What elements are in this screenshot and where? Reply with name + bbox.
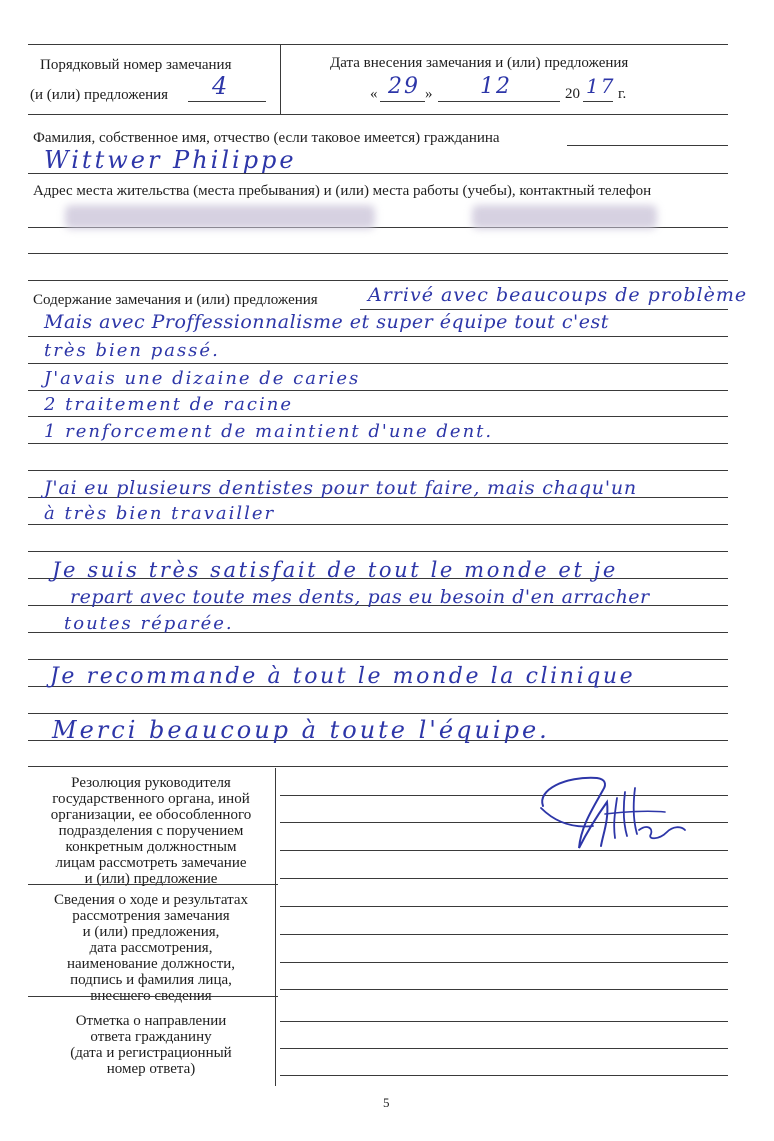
progress-bottom-rule xyxy=(28,996,278,997)
serial-label-line2: (и (или) предложения xyxy=(30,87,169,103)
date-quote-open: « xyxy=(370,86,378,102)
content-line xyxy=(28,524,728,525)
content-text-line: repart avec toute mes dents, pas eu besoin d'en arracher xyxy=(70,586,650,608)
reply-line xyxy=(280,1075,728,1076)
address-redaction-2 xyxy=(472,205,657,229)
content-line xyxy=(28,443,728,444)
content-text-line: à très bien travailler xyxy=(44,503,276,524)
content-line xyxy=(28,766,728,767)
date-year-prefix: 20 xyxy=(565,86,580,102)
content-text-line: très bien passé. xyxy=(44,340,220,361)
signature-graphic xyxy=(535,768,700,858)
header-bottom-rule xyxy=(28,114,728,115)
content-line xyxy=(28,416,728,417)
content-line xyxy=(28,336,728,337)
content-line xyxy=(28,659,728,660)
serial-value: 4 xyxy=(212,72,230,100)
content-text-line: J'avais une dizaine de caries xyxy=(44,368,361,389)
content-text-line: 2 traitement de racine xyxy=(44,394,293,415)
content-text-line: 1 renforcement de maintient d'une dent. xyxy=(44,421,494,442)
content-text-line: Je suis très satisfait de tout le monde et je xyxy=(52,558,618,582)
date-month: 12 xyxy=(480,74,512,99)
name-value: Wittwer Philippe xyxy=(44,146,297,174)
sections-divider xyxy=(275,768,276,1086)
date-quote-close: » xyxy=(425,86,433,102)
content-text-line: Mais avec Proffessionnalisme et super équipe tout c'est xyxy=(44,311,609,333)
date-year-underline xyxy=(583,101,613,102)
address-line-2 xyxy=(28,253,728,254)
progress-label: Сведения о ходе и результатах рассмотрения замечания и (или) предложения, дата рассмотрения, наименование должности, подпись и фамилия лица, внесшего сведения xyxy=(54,892,248,1004)
resolution-bottom-rule xyxy=(28,884,278,885)
address-label: Адрес места жительства (места пребывания) и (или) места работы (учебы), контактный телефон xyxy=(33,183,652,199)
progress-line xyxy=(280,962,728,963)
serial-label-line1: Порядковый номер замечания xyxy=(40,57,232,73)
content-line xyxy=(28,470,728,471)
page-number: 5 xyxy=(383,1095,390,1110)
header-divider xyxy=(280,44,281,114)
content-line xyxy=(360,309,728,310)
resolution-label: Резолюция руководителя государственного органа, иной организации, ее обособленного подразделения с поручением конкретным должностным лицам рассмотреть замечание и (или) предложение xyxy=(50,775,252,887)
progress-line xyxy=(280,989,728,990)
resolution-line xyxy=(280,878,728,879)
content-text-line: J'ai eu plusieurs dentistes pour tout faire, mais chaqu'un xyxy=(44,477,637,499)
serial-underline xyxy=(188,101,266,102)
content-line xyxy=(28,713,728,714)
content-text-line: Merci beaucoup à toute l'équipe. xyxy=(52,716,550,744)
address-line-3 xyxy=(28,280,728,281)
content-text-line: Arrivé avec beaucoups de problème xyxy=(368,284,748,306)
date-day: 29 xyxy=(388,74,420,99)
name-line-1 xyxy=(567,145,728,146)
date-day-underline xyxy=(380,101,425,102)
content-line xyxy=(28,390,728,391)
content-text-line: Je recommande à tout le monde la clinique xyxy=(50,664,636,689)
date-month-underline xyxy=(438,101,560,102)
reply-line xyxy=(280,1048,728,1049)
content-line xyxy=(28,363,728,364)
progress-line xyxy=(280,934,728,935)
progress-line xyxy=(280,906,728,907)
content-label: Содержание замечания и (или) предложения xyxy=(33,292,318,308)
date-year-unit: г. xyxy=(618,86,627,102)
content-line xyxy=(28,551,728,552)
top-rule xyxy=(28,44,728,45)
content-text-line: toutes réparée. xyxy=(64,613,234,634)
address-redaction-1 xyxy=(65,205,375,229)
date-label: Дата внесения замечания и (или) предложения xyxy=(330,55,629,71)
date-year-suffix: 17 xyxy=(586,74,616,98)
reply-line xyxy=(280,1021,728,1022)
reply-label: Отметка о направлении ответа гражданину (дата и регистрационный номер ответа) xyxy=(70,1013,232,1077)
name-label: Фамилия, собственное имя, отчество (если таковое имеется) гражданина xyxy=(33,130,500,146)
